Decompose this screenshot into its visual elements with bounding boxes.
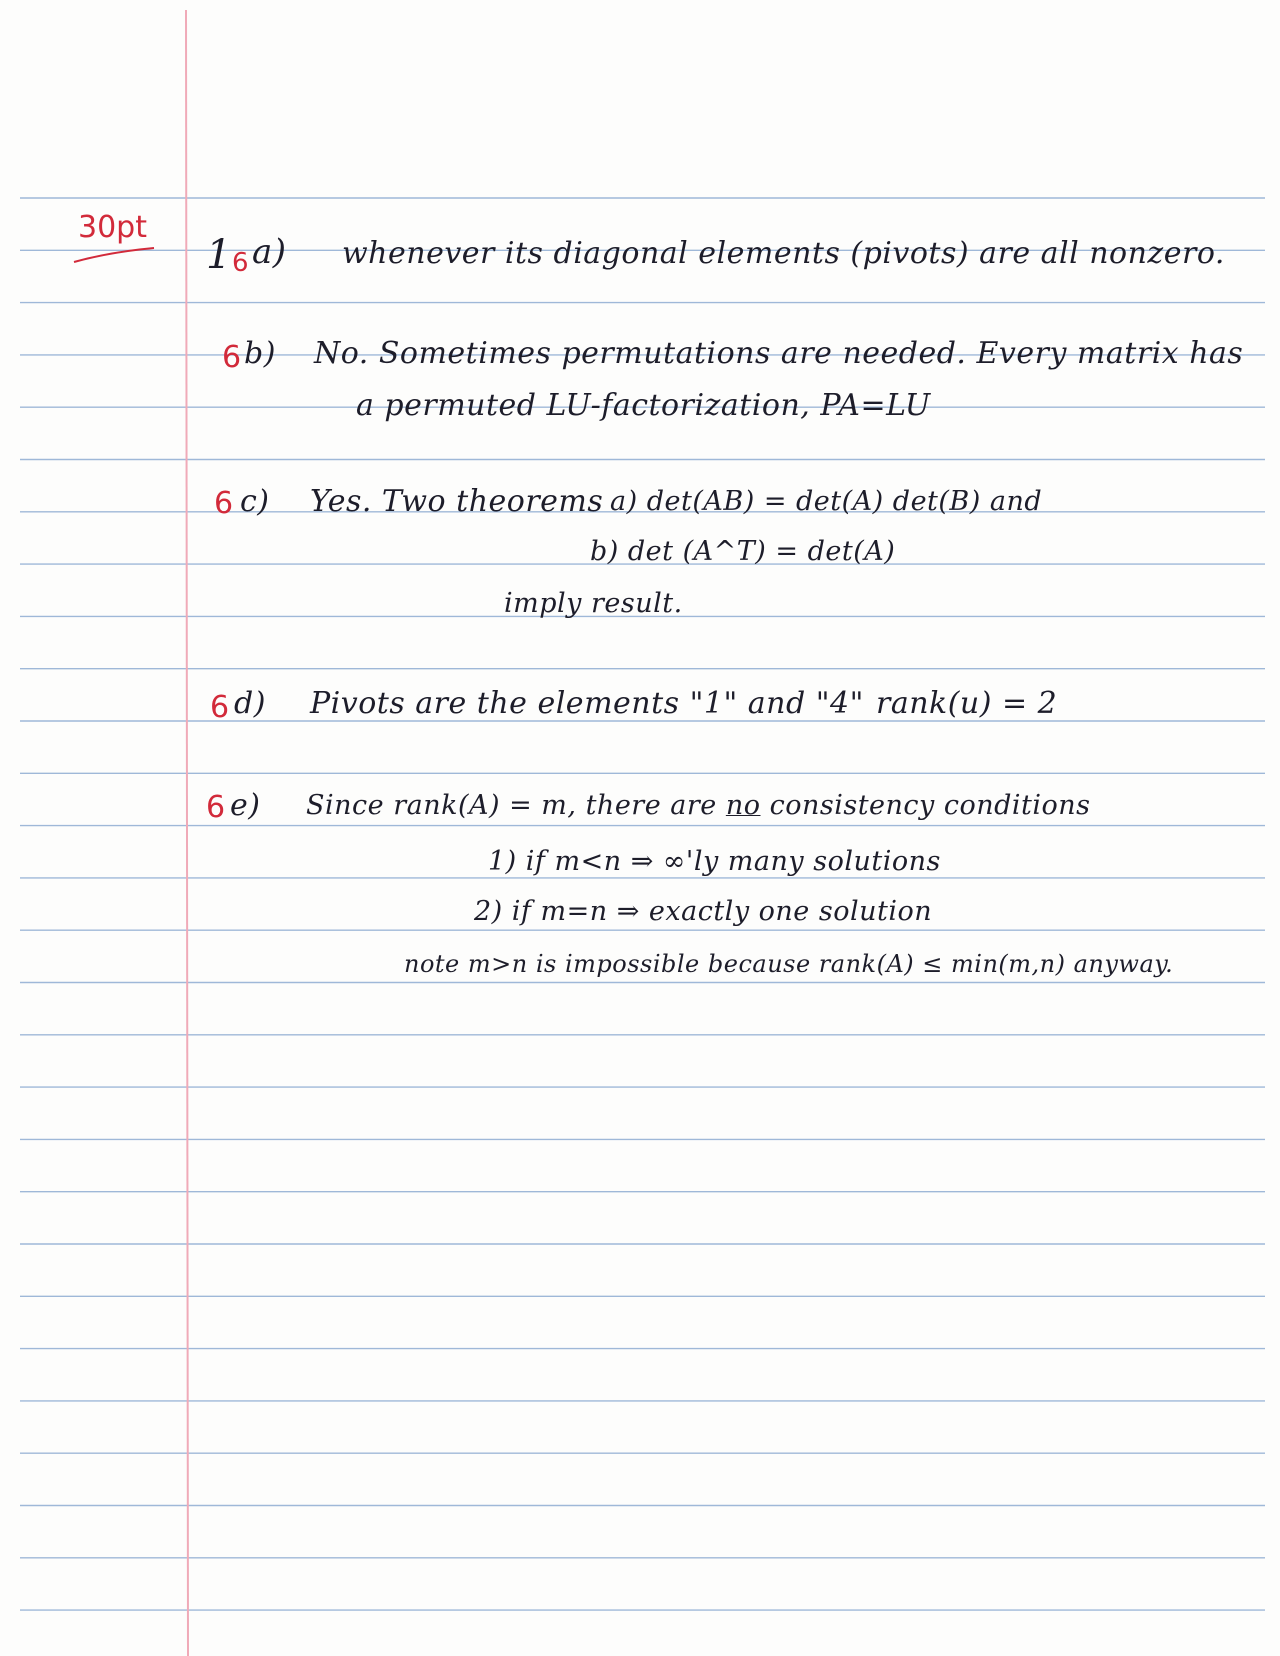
part-e-note: note m>n is impossible because rank(A) ≤ min(m,n) anyway. xyxy=(404,950,1174,978)
part-c-lead: Yes. Two theorems xyxy=(310,484,604,519)
part-e-line1-start: Since rank(A) = m, there are xyxy=(306,790,726,821)
part-a-points: 6 xyxy=(232,248,249,278)
part-c-line3: imply result. xyxy=(504,588,683,619)
score-underline xyxy=(70,242,160,272)
part-e-label: e) xyxy=(230,788,261,823)
part-a-label: a) xyxy=(252,232,287,272)
problem-number: 1 xyxy=(206,232,232,278)
part-e-underlined-word: no xyxy=(725,790,761,821)
part-e-line1 xyxy=(306,790,1091,821)
margin-line xyxy=(186,10,188,1656)
part-b-label: b) xyxy=(244,336,276,371)
part-c-line2: b) det (A^T) = det(A) xyxy=(590,536,896,567)
part-b-line1: No. Sometimes permutations are needed. Every matrix has xyxy=(314,336,1244,371)
part-e-line1-end: consistency conditions xyxy=(760,790,1091,821)
part-b-points: 6 xyxy=(222,340,242,375)
part-e-line3: 2) if m=n ⇒ exactly one solution xyxy=(474,896,933,927)
part-c-points: 6 xyxy=(214,486,234,521)
part-e-line2: 1) if m<n ⇒ ∞'ly many solutions xyxy=(488,846,941,877)
part-d-points: 6 xyxy=(210,690,230,725)
part-e-points: 6 xyxy=(206,790,226,825)
part-d-rank: rank(u) = 2 xyxy=(876,686,1058,721)
part-d-answer: Pivots are the elements "1" and "4" xyxy=(310,686,864,721)
score-mark: 30pt xyxy=(78,210,147,245)
part-b-line2: a permuted LU-factorization, PA=LU xyxy=(356,388,931,423)
part-c-label: c) xyxy=(240,484,270,519)
part-d-label: d) xyxy=(234,686,266,721)
part-c-line1: a) det(AB) = det(A) det(B) and xyxy=(610,486,1043,517)
part-a-answer: whenever its diagonal elements (pivots) are all nonzero. xyxy=(342,236,1225,271)
